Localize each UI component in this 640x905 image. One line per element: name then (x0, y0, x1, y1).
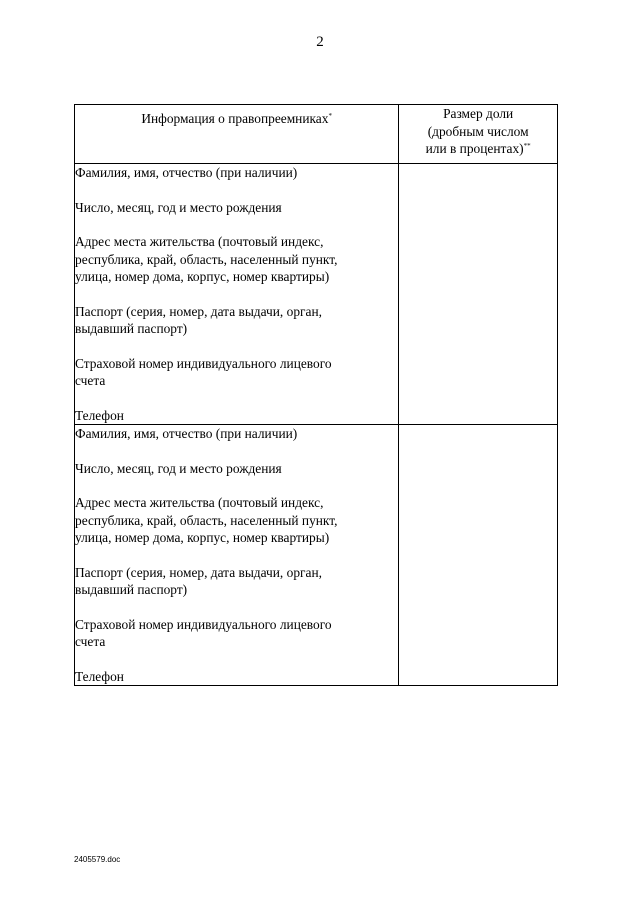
passport-field: Паспорт (серия, номер, дата выдачи, орган, выдавший паспорт) (75, 303, 322, 336)
footnote-mark-2: ** (523, 142, 531, 150)
snils-field: Страховой номер индивидуального лицевого счета (75, 616, 332, 649)
share-header-cell (399, 105, 558, 164)
share-header-line-1: Размер доли (443, 106, 514, 121)
birth-field: Число, месяц, год и место рождения (75, 199, 282, 215)
address-field: Адрес места жительства (почтовый индекс, республика, край, область, населенный пункт, улица, номер дома, корпус, номер квартиры) (75, 495, 338, 545)
page-number: 2 (316, 34, 324, 50)
share-header-line-3: или в процентах)** (425, 141, 531, 156)
phone-field: Телефон (75, 407, 124, 423)
footnote-mark-1: * (328, 112, 332, 120)
successor-info-cell (75, 164, 399, 425)
share-value-cell[interactable] (399, 164, 558, 425)
info-header-label: Информация о правопреемниках (141, 111, 329, 126)
table-row (75, 164, 558, 425)
info-header (141, 111, 332, 126)
snils-field: Страховой номер индивидуального лицевого счета (75, 355, 332, 388)
address-field: Адрес места жительства (почтовый индекс, республика, край, область, населенный пункт, улица, номер дома, корпус, номер квартиры) (75, 234, 338, 284)
full-name-field: Фамилия, имя, отчество (при наличии) (75, 165, 298, 180)
full-name-field: Фамилия, имя, отчество (при наличии) (75, 426, 298, 441)
share-header-line-2: (дробным числом (427, 123, 529, 139)
table-row (75, 425, 558, 686)
info-header-cell (75, 105, 399, 164)
share-value-cell[interactable] (399, 425, 558, 686)
document-file-code: 2405579.doc (74, 855, 121, 864)
successor-info-cell (75, 425, 399, 686)
phone-field: Телефон (75, 668, 124, 684)
successors-table (74, 104, 558, 686)
birth-field: Число, месяц, год и место рождения (75, 460, 282, 476)
table-header-row (75, 105, 558, 164)
passport-field: Паспорт (серия, номер, дата выдачи, орган, выдавший паспорт) (75, 564, 322, 597)
